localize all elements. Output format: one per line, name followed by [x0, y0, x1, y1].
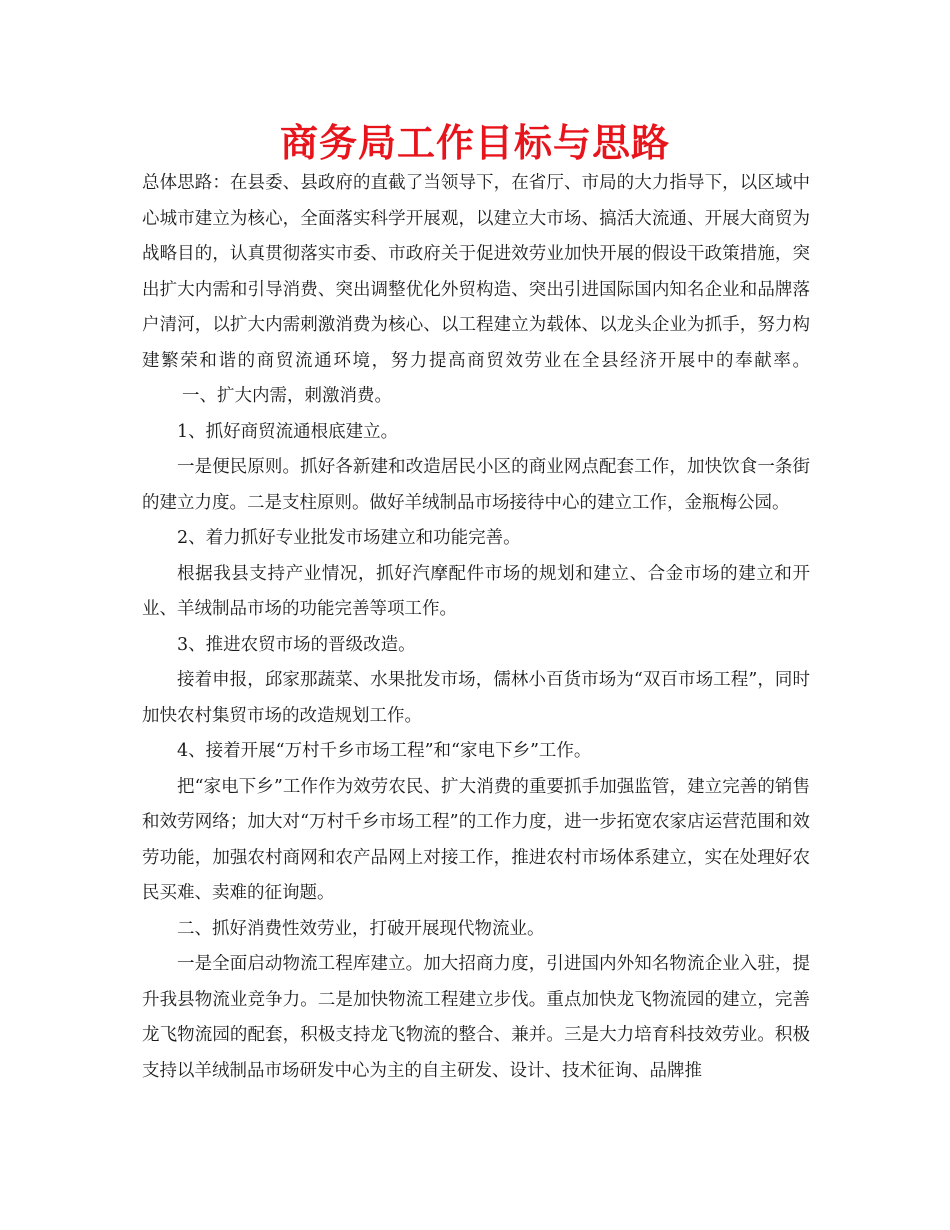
item-2-heading: 2、着力抓好专业批发市场建立和功能完善。 — [177, 528, 521, 548]
document-title: 商务局工作目标与思路 — [279, 121, 670, 165]
section-2-heading: 二、抓好消费性效劳业，打破开展现代物流业。 — [177, 918, 545, 939]
item-3-heading: 3、推进农贸市场的晋级改造。 — [177, 634, 416, 655]
document-body — [142, 166, 810, 1089]
item-3-body: 接着申报，邱家那蔬菜、水果批发市场，儒林小百货市场为“双百市场工程”，同时加快农村集贸市场的改造规划工作。 — [142, 670, 810, 726]
intro-text: 总体思路：在县委、县政府的直截了当领导下，在省厅、市局的大力指导下，以区域中心城市建立为核心，全面落实科学开展观，以建立大市场、搞活大流通、开展大商贸为战略目的，认真贯彻落实市委、市政府关于促进效劳业加快开展的假设干政策措施，突出扩大内需和引导消费、突出调整优化外贸构造、突出引进国际国内知名企业和品牌落户清河，以扩大内需刺激消费为核心、以工程建立为载体、以龙头企业为抓手，努力构建繁荣和谐的商贸流通环境，努力提高商贸效劳业在全县经济开展中的奉献率。 — [142, 173, 810, 371]
item-1-body: 一是便民原则。抓好各新建和改造居民小区的商业网点配套工作，加快饮食一条街的建立力度。二是支柱原则。做好羊绒制品市场接待中心的建立工作，金瓶梅公园。 — [142, 457, 810, 513]
item-4-body: 把“家电下乡”工作作为效劳农民、扩大消费的重要抓手加强监管，建立完善的销售和效劳网络；加大对“万村千乡市场工程”的工作力度，进一步拓宽农家店运营范围和效劳功能，加强农村商网和农产品网上对接工作，推进农村市场体系建立，实在处理好农民买难、卖难的征询题。 — [142, 776, 810, 903]
intro-paragraph — [142, 166, 810, 415]
section-1-heading: 一、扩大内需，刺激消费。 — [182, 386, 392, 406]
item-2-body: 根据我县支持产业情况，抓好汽摩配件市场的规划和建立、合金市场的建立和开业、羊绒制品市场的功能完善等项工作。 — [142, 563, 810, 619]
item-4-heading: 4、接着开展“万村千乡市场工程”和“家电下乡”工作。 — [177, 741, 592, 761]
item-1-heading: 1、抓好商贸流通根底建立。 — [177, 421, 399, 442]
section-2-body: 一是全面启动物流工程库建立。加大招商力度，引进国内外知名物流企业入驻，提升我县物流业竞争力。二是加快物流工程建立步伐。重点加快龙飞物流园的建立，完善龙飞物流园的配套，积极支持龙飞物流的整合、兼并。三是大力培育科技效劳业。积极支持以羊绒制品市场研发中心为主的自主研发、设计、技术征询、品牌推 — [142, 954, 810, 1081]
